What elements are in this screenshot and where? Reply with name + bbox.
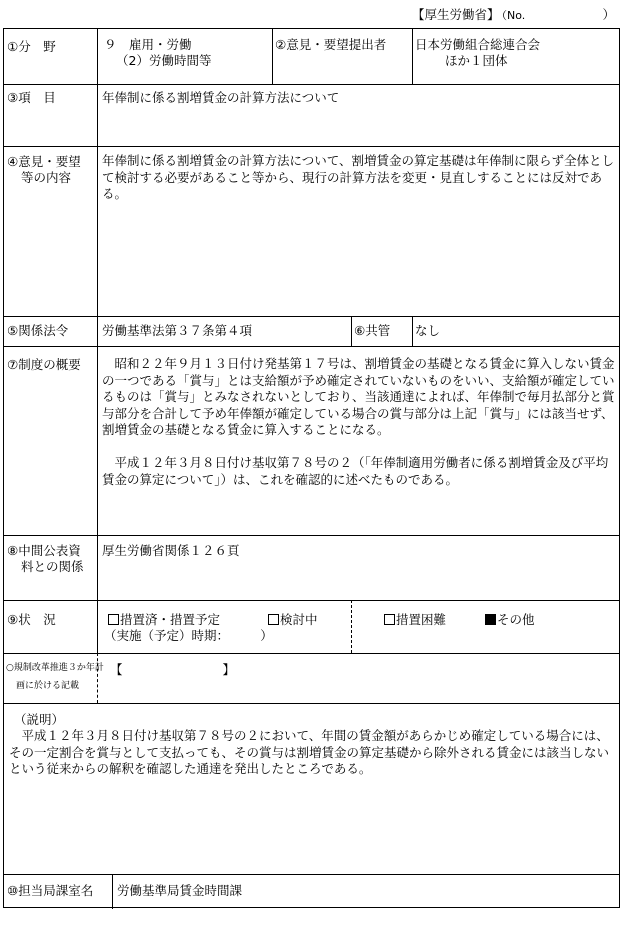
system-para-1: 昭和２２年９月１３日付け発基第１７号は、割増賃金の基礎となる賃金に算入しない賃金の一つである「賞与」とは支給額が予め確定されていないものをいい、支給額が確定しているものは「賞与」とみなされないとしており、当該通達によれば、年俸制で毎月払部分と賞与部分を合計して予め年俸額が確定している場合の賞与部分は上記「賞与」には該当せず、割増賃金の基礎となる賃金に算入することになる。 xyxy=(102,356,615,437)
system-label: ⑦制度の概要 xyxy=(7,357,81,372)
form-table xyxy=(3,28,620,908)
status-option-other[interactable]: その他 xyxy=(485,612,535,628)
status-option-review[interactable]: 検討中 xyxy=(268,612,318,628)
submitter-label: ②意見・要望提出者 xyxy=(275,37,387,52)
status-option-difficult[interactable]: 措置困難 xyxy=(384,612,446,628)
opinion-text: 年俸制に係る割増賃金の計算方法について、割増賃金の算定基礎は年俸制に限らず全体として検討する必要があること等から、現行の計算方法を変更・見直しすることには反対である。 xyxy=(102,153,615,201)
doc-header xyxy=(412,5,627,23)
field-value-1: ９ 雇用・労働 xyxy=(104,37,192,52)
ministry-tag: 【厚生労働省】 xyxy=(412,7,500,22)
checkbox-icon xyxy=(384,614,395,625)
submitter-value-1: 日本労働組合総連合会 xyxy=(415,37,541,52)
interim-label-2: 料との関係 xyxy=(21,559,84,574)
department-label: ⑩担当局課室名 xyxy=(7,883,94,898)
law-value: 労働基準法第３７条第４項 xyxy=(102,323,253,338)
status-option-done[interactable]: 措置済・措置予定 xyxy=(108,612,220,628)
submitter-value-2: ほか１団体 xyxy=(445,53,508,68)
number-label: （No. xyxy=(501,9,526,22)
plan-bracket: 【 】 xyxy=(110,662,236,677)
plan-label-2: 画に於ける記載 xyxy=(16,681,80,691)
opinion-label-1: ④意見・要望 xyxy=(7,154,81,169)
status-period: （実施（予定）時期： ） xyxy=(104,628,273,643)
interim-label-1: ⑧中間公表資 xyxy=(7,543,81,558)
item-label: ③項 目 xyxy=(7,90,56,105)
joint-value: なし xyxy=(415,323,441,338)
field-value-2: （2）労働時間等 xyxy=(116,53,212,68)
field-label: ①分 野 xyxy=(7,39,56,54)
explanation-text: 平成１２年３月８日付け基収第７８号の２において、年間の賃金額があらかじめ確定している場合には、その一定割合を賞与として支払っても、その賞与は割増賃金の算定基礎から除外される賃金には該当しないという従来からの解釈を確認した通達を発出したところである。 xyxy=(9,728,610,776)
checkbox-icon xyxy=(108,614,119,625)
joint-label: ⑥共管 xyxy=(354,323,391,338)
plan-label-1: ○規制改革推進３か年計 xyxy=(6,663,104,673)
explanation-label: （説明） xyxy=(14,712,65,727)
interim-value: 厚生労働省関係１２６頁 xyxy=(102,543,240,558)
law-label: ⑤関係法令 xyxy=(7,323,69,338)
system-para-2: 平成１２年３月８日付け基収第７８号の２（「年俸制適用労働者に係る割増賃金及び平均賃金の算定について」）は、これを確認的に述べたものである。 xyxy=(102,455,609,487)
number-close: ） xyxy=(602,7,615,22)
checked-checkbox-icon xyxy=(485,614,496,625)
department-value: 労働基準局賃金時間課 xyxy=(117,883,243,898)
opinion-label-2: 等の内容 xyxy=(21,170,72,185)
item-value: 年俸制に係る割増賃金の計算方法について xyxy=(102,90,340,105)
checkbox-icon xyxy=(268,614,279,625)
status-label: ⑨状 況 xyxy=(7,612,56,627)
